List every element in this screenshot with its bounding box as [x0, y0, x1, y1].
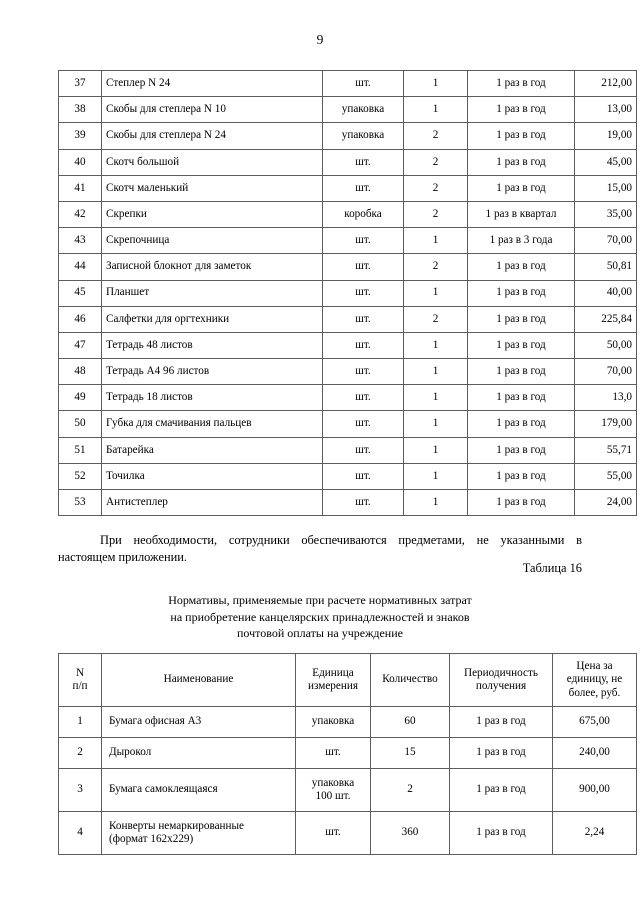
cell-name-line-2: (формат 162х229) — [109, 833, 194, 845]
cell-name: Батарейка — [102, 437, 323, 463]
cell-price: 212,00 — [575, 71, 637, 97]
cell-price: 24,00 — [575, 490, 637, 516]
cell-quantity: 1 — [404, 463, 468, 489]
cell-number: 39 — [59, 123, 102, 149]
cell-unit: шт. — [323, 280, 404, 306]
cell-price: 19,00 — [575, 123, 637, 149]
cell-number: 42 — [59, 201, 102, 227]
cell-price: 13,00 — [575, 97, 637, 123]
cell-name: Бумага самоклеящаяся — [102, 769, 296, 812]
cell-unit-line-2: 100 шт. — [315, 790, 351, 802]
table-row — [59, 490, 637, 516]
cell-number: 2 — [59, 738, 102, 769]
table-row — [59, 707, 637, 738]
cell-number: 1 — [59, 707, 102, 738]
cell-name: Скотч маленький — [102, 175, 323, 201]
cell-number: 46 — [59, 306, 102, 332]
cell-name-line-1: Конверты немаркированные — [109, 819, 244, 832]
table-row — [59, 812, 637, 855]
cell-quantity: 1 — [404, 437, 468, 463]
column-header-number-line-1: N — [75, 666, 85, 679]
cell-quantity: 2 — [404, 254, 468, 280]
cell-price: 2,24 — [553, 812, 637, 855]
cell-periodicity: 1 раз в год — [468, 71, 575, 97]
column-header-number-line-2: п/п — [72, 680, 88, 692]
column-header-unit-line-2: измерения — [308, 680, 358, 692]
column-header-price-line-1: Цена за — [576, 660, 613, 673]
cell-name: Тетрадь 18 листов — [102, 385, 323, 411]
table-heading-line-1: Нормативы, применяемые при расчете нормативных затрат — [168, 593, 472, 607]
table-two-body — [59, 707, 637, 855]
cell-price: 225,84 — [575, 306, 637, 332]
note-paragraph: При необходимости, сотрудники обеспечиваются предметами, не указанными в настоящем приложении. — [58, 533, 582, 564]
cell-unit: коробка — [323, 201, 404, 227]
cell-periodicity: 1 раз в год — [468, 280, 575, 306]
cell-name: Планшет — [102, 280, 323, 306]
cell-quantity: 1 — [404, 71, 468, 97]
cell-periodicity: 1 раз в год — [450, 812, 553, 855]
column-header-periodicity-line-1: Периодичность — [463, 666, 539, 679]
cell-name: Антистеплер — [102, 490, 323, 516]
column-header-quantity: Количество — [371, 654, 450, 707]
table-heading — [58, 592, 582, 642]
table-row — [59, 228, 637, 254]
cell-name: Степлер N 24 — [102, 71, 323, 97]
cell-name: Тетрадь 48 листов — [102, 332, 323, 358]
cell-periodicity: 1 раз в квартал — [468, 201, 575, 227]
table-label: Таблица 16 — [522, 561, 582, 575]
cell-quantity: 1 — [404, 228, 468, 254]
office-supplies-table-continued — [58, 70, 637, 516]
cell-periodicity: 1 раз в год — [468, 359, 575, 385]
cell-unit: шт. — [323, 332, 404, 358]
cell-name: Бумага офисная А3 — [102, 707, 296, 738]
cell-number: 45 — [59, 280, 102, 306]
cell-name: Скотч большой — [102, 149, 323, 175]
cell-name: Скобы для степлера N 24 — [102, 123, 323, 149]
cell-number: 44 — [59, 254, 102, 280]
cell-price: 50,81 — [575, 254, 637, 280]
table-row — [59, 332, 637, 358]
table-row — [59, 437, 637, 463]
table-row — [59, 463, 637, 489]
cell-periodicity: 1 раз в год — [450, 707, 553, 738]
cell-number: 47 — [59, 332, 102, 358]
cell-number: 49 — [59, 385, 102, 411]
cell-price: 55,71 — [575, 437, 637, 463]
cell-quantity: 1 — [404, 359, 468, 385]
column-header-unit — [296, 654, 371, 707]
cell-quantity: 60 — [371, 707, 450, 738]
cell-periodicity: 1 раз в год — [468, 490, 575, 516]
cell-price: 40,00 — [575, 280, 637, 306]
cell-number: 53 — [59, 490, 102, 516]
stationery-postage-table — [58, 653, 637, 855]
table-row — [59, 175, 637, 201]
cell-periodicity: 1 раз в год — [468, 437, 575, 463]
table-two-header-row — [59, 654, 637, 707]
cell-periodicity: 1 раз в год — [450, 769, 553, 812]
table-row — [59, 97, 637, 123]
cell-price: 55,00 — [575, 463, 637, 489]
cell-unit: упаковка — [323, 123, 404, 149]
cell-unit: шт. — [323, 385, 404, 411]
cell-name: Скрепочница — [102, 228, 323, 254]
table-row — [59, 123, 637, 149]
table-heading-line-2: на приобретение канцелярских принадлежностей и знаков — [170, 609, 470, 624]
cell-number: 3 — [59, 769, 102, 812]
table-one-body — [59, 71, 637, 516]
cell-number: 37 — [59, 71, 102, 97]
cell-price: 15,00 — [575, 175, 637, 201]
cell-price: 240,00 — [553, 738, 637, 769]
table-row — [59, 71, 637, 97]
cell-name: Скрепки — [102, 201, 323, 227]
table-row — [59, 280, 637, 306]
cell-name — [102, 812, 296, 855]
cell-number: 43 — [59, 228, 102, 254]
cell-quantity: 1 — [404, 97, 468, 123]
page-number: 9 — [316, 32, 324, 47]
cell-quantity: 2 — [371, 769, 450, 812]
cell-periodicity: 1 раз в год — [468, 463, 575, 489]
cell-price: 45,00 — [575, 149, 637, 175]
table-row — [59, 149, 637, 175]
cell-quantity: 15 — [371, 738, 450, 769]
cell-quantity: 1 — [404, 490, 468, 516]
cell-periodicity: 1 раз в год — [468, 254, 575, 280]
cell-unit: шт. — [323, 463, 404, 489]
table-row — [59, 306, 637, 332]
cell-periodicity: 1 раз в год — [468, 175, 575, 201]
cell-quantity: 1 — [404, 385, 468, 411]
column-header-price — [553, 654, 637, 707]
cell-price: 35,00 — [575, 201, 637, 227]
cell-name: Тетрадь А4 96 листов — [102, 359, 323, 385]
column-header-periodicity-line-2: получения — [475, 680, 527, 692]
cell-periodicity: 1 раз в 3 года — [468, 228, 575, 254]
cell-price: 70,00 — [575, 359, 637, 385]
column-header-periodicity — [450, 654, 553, 707]
table-row — [59, 359, 637, 385]
cell-unit: шт. — [296, 812, 371, 855]
cell-number: 51 — [59, 437, 102, 463]
cell-periodicity: 1 раз в год — [468, 123, 575, 149]
cell-quantity: 2 — [404, 149, 468, 175]
cell-name: Салфетки для оргтехники — [102, 306, 323, 332]
cell-quantity: 2 — [404, 175, 468, 201]
cell-number: 50 — [59, 411, 102, 437]
table-row — [59, 769, 637, 812]
cell-unit: шт. — [296, 738, 371, 769]
cell-unit: шт. — [323, 149, 404, 175]
cell-unit: упаковка — [296, 707, 371, 738]
cell-quantity: 2 — [404, 123, 468, 149]
cell-unit-line-1: упаковка — [311, 776, 355, 789]
cell-unit: шт. — [323, 71, 404, 97]
column-header-unit-line-1: Единица — [312, 666, 354, 679]
cell-quantity: 1 — [404, 332, 468, 358]
cell-price: 13,0 — [575, 385, 637, 411]
cell-price: 70,00 — [575, 228, 637, 254]
cell-number: 48 — [59, 359, 102, 385]
cell-price: 50,00 — [575, 332, 637, 358]
cell-periodicity: 1 раз в год — [468, 385, 575, 411]
cell-unit: шт. — [323, 254, 404, 280]
cell-unit: шт. — [323, 175, 404, 201]
column-header-price-line-2: единицу, не — [566, 673, 623, 686]
table-heading-line-3: почтовой оплаты на учреждение — [237, 626, 403, 641]
cell-name: Губка для смачивания пальцев — [102, 411, 323, 437]
table-row — [59, 201, 637, 227]
cell-number: 52 — [59, 463, 102, 489]
cell-quantity: 360 — [371, 812, 450, 855]
cell-unit: шт. — [323, 306, 404, 332]
cell-periodicity: 1 раз в год — [468, 411, 575, 437]
cell-unit: шт. — [323, 490, 404, 516]
cell-number: 38 — [59, 97, 102, 123]
cell-price: 675,00 — [553, 707, 637, 738]
cell-quantity: 2 — [404, 201, 468, 227]
cell-quantity: 1 — [404, 280, 468, 306]
cell-name: Записной блокнот для заметок — [102, 254, 323, 280]
column-header-price-line-3: более, руб. — [568, 686, 621, 699]
cell-price: 179,00 — [575, 411, 637, 437]
cell-quantity: 2 — [404, 306, 468, 332]
cell-number: 40 — [59, 149, 102, 175]
cell-periodicity: 1 раз в год — [450, 738, 553, 769]
table-row — [59, 411, 637, 437]
table-row — [59, 738, 637, 769]
cell-periodicity: 1 раз в год — [468, 306, 575, 332]
cell-name: Скобы для степлера N 10 — [102, 97, 323, 123]
cell-unit: шт. — [323, 411, 404, 437]
cell-unit: шт. — [323, 437, 404, 463]
column-header-number — [59, 654, 102, 707]
cell-unit — [296, 769, 371, 812]
cell-unit: упаковка — [323, 97, 404, 123]
cell-price: 900,00 — [553, 769, 637, 812]
column-header-name: Наименование — [102, 654, 296, 707]
cell-periodicity: 1 раз в год — [468, 149, 575, 175]
cell-unit: шт. — [323, 228, 404, 254]
table-row — [59, 385, 637, 411]
table-row — [59, 254, 637, 280]
cell-periodicity: 1 раз в год — [468, 332, 575, 358]
cell-name: Дырокол — [102, 738, 296, 769]
cell-unit: шт. — [323, 359, 404, 385]
cell-periodicity: 1 раз в год — [468, 97, 575, 123]
cell-number: 41 — [59, 175, 102, 201]
cell-number: 4 — [59, 812, 102, 855]
table-two-header — [59, 654, 637, 707]
cell-name: Точилка — [102, 463, 323, 489]
cell-quantity: 1 — [404, 411, 468, 437]
